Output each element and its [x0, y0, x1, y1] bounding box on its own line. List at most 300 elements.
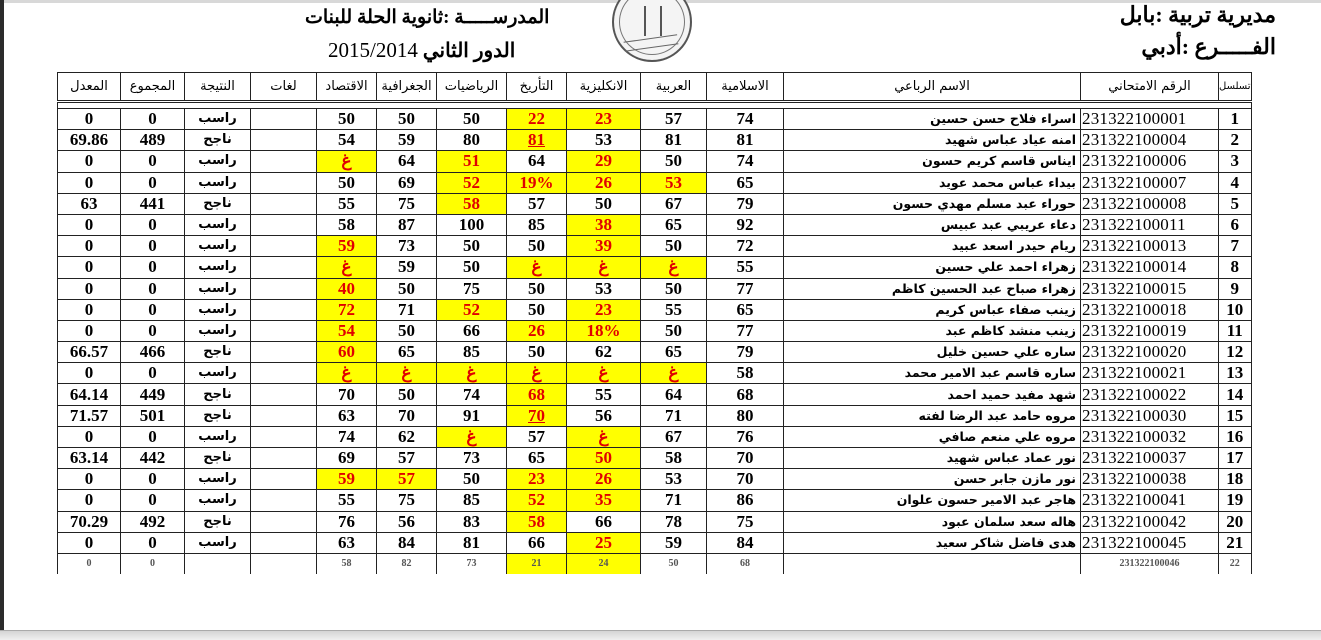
cell-geography: [377, 448, 437, 469]
cell-value: ناجح: [203, 386, 232, 402]
cell-seq: [1219, 257, 1252, 278]
cell-math: [437, 193, 507, 214]
cell-value: 231322100007: [1082, 172, 1187, 192]
cell-value: 231322100014: [1082, 257, 1187, 277]
cell-result: [185, 342, 251, 363]
cell-value: 0: [148, 469, 157, 489]
cell-total: [121, 151, 185, 172]
cell-value: 39: [595, 236, 612, 256]
cell-value: 50: [595, 448, 612, 468]
cell-value: غ: [466, 426, 477, 446]
cell-islamic: [707, 342, 784, 363]
cell-exam-no: [1081, 426, 1219, 447]
cell-value: راسب: [198, 280, 237, 296]
cell-value: غ: [341, 257, 352, 277]
cell-english: 24: [567, 553, 641, 574]
cell-value: 231322100006: [1082, 151, 1187, 171]
cell-languages: [251, 299, 317, 320]
cell-english: [567, 384, 641, 405]
cell-average: [58, 320, 121, 341]
cell-english: [567, 278, 641, 299]
cell-value: 86: [736, 490, 754, 510]
cell-value: 0: [148, 109, 157, 129]
cell-english: [567, 320, 641, 341]
cell-arabic: [641, 109, 707, 130]
cell-islamic: [707, 532, 784, 553]
cell-languages: [251, 342, 317, 363]
cell-languages: [251, 469, 317, 490]
cell-math: [437, 469, 507, 490]
cell-result: [185, 490, 251, 511]
cell-name: [784, 363, 1081, 384]
cell-value: 12: [1226, 342, 1244, 362]
cell-math: [437, 426, 507, 447]
cell-exam-no: [1081, 214, 1219, 235]
cell-result: [185, 469, 251, 490]
cell-languages: [251, 130, 317, 151]
cell-value: 0: [148, 299, 157, 319]
cell-value: 50: [528, 278, 545, 298]
cell-value: 83: [463, 511, 480, 531]
cell-value: 26: [595, 469, 612, 489]
table-row-partial: [58, 553, 1252, 574]
cell-value: 1: [1230, 109, 1239, 129]
cell-value: 441: [139, 193, 166, 213]
cell-value: 70: [736, 448, 754, 468]
table-row: [58, 405, 1252, 426]
cell-value: 4: [1230, 172, 1239, 192]
cell-value: 67: [665, 426, 682, 446]
cell-value: 489: [139, 130, 166, 150]
cell-geography: [377, 469, 437, 490]
cell-result: [185, 426, 251, 447]
col-header-arabic: العربية: [641, 73, 707, 102]
cell-value: 58: [736, 363, 754, 383]
cell-arabic: [641, 405, 707, 426]
cell-value: 0: [84, 320, 94, 340]
cell-history: [507, 151, 567, 172]
cell-value: 16: [1226, 426, 1244, 446]
cell-value: راسب: [198, 111, 237, 127]
cell-value: 2: [1230, 130, 1239, 150]
cell-geography: [377, 172, 437, 193]
cell-history: [507, 363, 567, 384]
cell-history: [507, 214, 567, 235]
cell-value: 76: [736, 426, 754, 446]
branch-label: الفـــــرع :أدبي: [1141, 34, 1276, 59]
cell-seq: [1219, 278, 1252, 299]
cell-arabic: [641, 299, 707, 320]
cell-geography: [377, 214, 437, 235]
cell-seq: [1219, 532, 1252, 553]
cell-value: 69: [338, 448, 355, 468]
cell-value: راسب: [198, 492, 237, 508]
cell-total: [121, 405, 185, 426]
table-row: [58, 299, 1252, 320]
cell-value: 449: [139, 384, 166, 404]
cell-value: راسب: [198, 322, 237, 338]
cell-economics: [317, 363, 377, 384]
cell-value: 50: [463, 469, 480, 489]
col-header-geography: الجغرافية: [377, 73, 437, 102]
cell-average: [58, 384, 121, 405]
cell-math: [437, 363, 507, 384]
cell-math: [437, 236, 507, 257]
cell-value: 231322100042: [1082, 511, 1187, 531]
cell-average: [58, 342, 121, 363]
cell-seq: [1219, 342, 1252, 363]
cell-result: [185, 384, 251, 405]
cell-value: 15: [1226, 405, 1244, 425]
cell-value: 70: [398, 405, 415, 425]
cell-languages: [251, 511, 317, 532]
cell-value: 231322100020: [1082, 342, 1187, 362]
cell-english: [567, 236, 641, 257]
cell-value: 11: [1226, 320, 1243, 340]
cell-value: 63: [338, 532, 355, 552]
cell-value: 231322100032: [1082, 426, 1187, 446]
cell-math: [437, 320, 507, 341]
col-header-result: النتيجة: [185, 73, 251, 102]
cell-islamic: [707, 278, 784, 299]
cell-result: [185, 193, 251, 214]
cell-geography: [377, 130, 437, 151]
cell-value: 81: [736, 130, 754, 150]
cell-name: [784, 469, 1081, 490]
cell-total: [121, 172, 185, 193]
cell-seq: [1219, 490, 1252, 511]
cell-value: 85: [528, 215, 545, 235]
cell-result: [185, 405, 251, 426]
cell-value: 66: [528, 532, 545, 552]
cell-value: 0: [148, 172, 157, 192]
cell-islamic: [707, 363, 784, 384]
cell-value: 0: [84, 299, 94, 319]
cell-seq: [1219, 320, 1252, 341]
cell-name: [784, 405, 1081, 426]
cell-value: 68: [528, 384, 545, 404]
cell-value: 0: [84, 257, 94, 277]
table-row: [58, 151, 1252, 172]
cell-value: 69.86: [69, 130, 109, 150]
cell-value: غ: [598, 363, 609, 383]
cell-exam-no: [1081, 363, 1219, 384]
cell-exam-no: [1081, 236, 1219, 257]
cell-value: 0: [148, 426, 157, 446]
table-body: [58, 109, 1252, 574]
exam-round-label: [328, 38, 515, 63]
cell-value: 50: [398, 278, 415, 298]
cell-value: 65: [665, 342, 682, 362]
cell-value: 26: [595, 172, 612, 192]
table-row: [58, 193, 1252, 214]
cell-history: [507, 532, 567, 553]
cell-arabic: 50: [641, 553, 707, 574]
cell-value: 0: [148, 320, 157, 340]
cell-arabic: [641, 236, 707, 257]
cell-economics: [317, 490, 377, 511]
cell-value: زينب صفاء عباس كريم: [935, 301, 1076, 317]
cell-total: 0: [121, 553, 185, 574]
table-row: [58, 532, 1252, 553]
cell-average: [58, 214, 121, 235]
cell-name: [784, 384, 1081, 405]
cell-value: 0: [148, 490, 157, 510]
cell-value: غ: [341, 363, 352, 383]
cell-islamic: [707, 320, 784, 341]
cell-economics: [317, 320, 377, 341]
cell-value: غ: [531, 257, 542, 277]
cell-value: غ: [668, 257, 679, 277]
cell-value: 58: [338, 215, 355, 235]
cell-history: [507, 257, 567, 278]
cell-value: 54: [338, 130, 355, 150]
cell-value: 78: [665, 511, 682, 531]
cell-value: 72: [736, 236, 754, 256]
cell-value: غ: [668, 363, 679, 383]
cell-islamic: [707, 405, 784, 426]
cell-arabic: [641, 384, 707, 405]
cell-economics: [317, 214, 377, 235]
round-label: الدور الثاني: [422, 40, 516, 62]
cell-value: 75: [736, 511, 754, 531]
cell-average: [58, 236, 121, 257]
cell-geography: 82: [377, 553, 437, 574]
cell-total: [121, 448, 185, 469]
cell-arabic: [641, 257, 707, 278]
cell-exam-no: 231322100046: [1081, 553, 1219, 574]
cell-value: 13: [1226, 363, 1244, 383]
cell-value: 58: [463, 193, 480, 213]
cell-languages: [251, 172, 317, 193]
cell-value: زينب منشد كاظم عبد: [945, 322, 1076, 338]
cell-value: ساره قاسم عبد الامير محمد: [904, 365, 1076, 381]
cell-value: 91: [463, 405, 480, 425]
cell-arabic: [641, 278, 707, 299]
cell-value: 492: [139, 511, 166, 531]
cell-value: 23: [528, 469, 545, 489]
cell-history: [507, 236, 567, 257]
cell-value: 87: [398, 215, 415, 235]
cell-average: [58, 405, 121, 426]
cell-value: 231322100015: [1082, 278, 1187, 298]
cell-average: 0: [58, 553, 121, 574]
table-row: [58, 172, 1252, 193]
cell-history: [507, 448, 567, 469]
cell-value: 19%: [519, 172, 554, 192]
cell-value: بيداء عباس محمد عويد: [939, 174, 1076, 190]
cell-value: 65: [398, 342, 415, 362]
table-row: [58, 342, 1252, 363]
cell-exam-no: [1081, 448, 1219, 469]
cell-value: 20: [1226, 511, 1244, 531]
cell-average: [58, 278, 121, 299]
cell-history: [507, 320, 567, 341]
cell-exam-no: [1081, 130, 1219, 151]
cell-value: 58: [665, 448, 682, 468]
cell-result: [185, 320, 251, 341]
cell-exam-no: [1081, 511, 1219, 532]
cell-value: 70: [338, 384, 355, 404]
cell-islamic: [707, 172, 784, 193]
cell-value: 70.29: [69, 511, 109, 531]
cell-name: [784, 214, 1081, 235]
table-row: [58, 236, 1252, 257]
cell-total: [121, 257, 185, 278]
cell-value: 54: [338, 320, 355, 340]
cell-value: غ: [341, 151, 352, 171]
cell-value: 73: [398, 236, 415, 256]
table-row: [58, 363, 1252, 384]
cell-result: [185, 236, 251, 257]
cell-value: ناجح: [203, 407, 232, 423]
cell-value: 0: [84, 363, 94, 383]
cell-value: 231322100019: [1082, 320, 1187, 340]
cell-name: [784, 299, 1081, 320]
cell-average: [58, 257, 121, 278]
cell-geography: [377, 151, 437, 172]
cell-value: 75: [398, 490, 415, 510]
col-header-english: الانكليزية: [567, 73, 641, 102]
cell-economics: [317, 299, 377, 320]
cell-arabic: [641, 342, 707, 363]
cell-average: [58, 448, 121, 469]
cell-name: [784, 151, 1081, 172]
cell-value: ريام حيدر اسعد عبيد: [951, 238, 1076, 254]
table-row: [58, 448, 1252, 469]
cell-geography: [377, 257, 437, 278]
cell-seq: [1219, 130, 1252, 151]
cell-value: 50: [463, 236, 480, 256]
cell-seq: [1219, 193, 1252, 214]
cell-value: 65: [528, 448, 545, 468]
cell-value: 72: [338, 299, 355, 319]
cell-seq: [1219, 299, 1252, 320]
cell-result: [185, 448, 251, 469]
cell-value: 62: [595, 342, 612, 362]
cell-islamic: [707, 214, 784, 235]
cell-value: 81: [463, 532, 480, 552]
cell-total: [121, 214, 185, 235]
cell-value: 56: [398, 511, 415, 531]
cell-languages: [251, 257, 317, 278]
cell-value: 62: [398, 426, 415, 446]
cell-arabic: [641, 469, 707, 490]
cell-exam-no: [1081, 532, 1219, 553]
cell-name: [784, 448, 1081, 469]
cell-value: 85: [463, 342, 480, 362]
cell-languages: [251, 448, 317, 469]
cell-value: 79: [736, 193, 754, 213]
cell-value: 53: [665, 469, 682, 489]
cell-seq: [1219, 151, 1252, 172]
cell-arabic: [641, 511, 707, 532]
cell-value: 0: [84, 109, 94, 129]
cell-value: 466: [139, 342, 166, 362]
cell-value: 231322100021: [1082, 363, 1187, 383]
cell-value: 0: [84, 426, 94, 446]
cell-seq: [1219, 172, 1252, 193]
cell-value: 0: [148, 215, 157, 235]
cell-value: 51: [463, 151, 480, 171]
cell-geography: [377, 193, 437, 214]
cell-value: 92: [736, 215, 754, 235]
school-label: المدرســـــة :ثانوية الحلة للبنات: [305, 7, 550, 28]
cell-name: [784, 109, 1081, 130]
cell-value: راسب: [198, 534, 237, 550]
cell-value: 19: [1226, 490, 1244, 510]
cell-value: 53: [595, 278, 612, 298]
cell-value: 0: [84, 172, 94, 192]
cell-economics: [317, 532, 377, 553]
cell-total: [121, 299, 185, 320]
cell-value: 65: [736, 299, 754, 319]
cell-value: 63: [338, 405, 355, 425]
cell-name: [784, 490, 1081, 511]
cell-result: [185, 214, 251, 235]
cell-value: 50: [528, 236, 545, 256]
cell-exam-no: [1081, 278, 1219, 299]
cell-english: [567, 299, 641, 320]
cell-economics: [317, 236, 377, 257]
cell-exam-no: [1081, 490, 1219, 511]
cell-history: [507, 193, 567, 214]
cell-value: 71: [665, 490, 682, 510]
cell-value: 50: [463, 257, 480, 277]
cell-islamic: [707, 426, 784, 447]
cell-value: غ: [598, 257, 609, 277]
cell-value: 0: [84, 236, 94, 256]
cell-islamic: [707, 469, 784, 490]
cell-value: 53: [595, 130, 612, 150]
cell-value: 50: [338, 172, 355, 192]
cell-result: [185, 363, 251, 384]
cell-seq: [1219, 363, 1252, 384]
directorate-label: مديرية تربية :بابل: [1119, 2, 1276, 27]
cell-value: نور مازن جابر حسن: [953, 471, 1076, 487]
cell-seq: [1219, 511, 1252, 532]
cell-math: [437, 130, 507, 151]
cell-languages: [251, 405, 317, 426]
cell-value: 0: [148, 151, 157, 171]
cell-total: [121, 236, 185, 257]
cell-average: [58, 363, 121, 384]
table-row: [58, 278, 1252, 299]
cell-islamic: [707, 151, 784, 172]
cell-languages: [251, 236, 317, 257]
cell-value: 0: [148, 363, 157, 383]
cell-arabic: [641, 426, 707, 447]
cell-value: 63: [80, 193, 98, 213]
cell-result: [185, 278, 251, 299]
cell-value: 77: [736, 278, 754, 298]
cell-geography: [377, 363, 437, 384]
seal-ribbon-icon: [624, 34, 679, 51]
cell-value: 231322100008: [1082, 193, 1187, 213]
cell-economics: [317, 193, 377, 214]
cell-value: 100: [458, 215, 485, 235]
cell-value: راسب: [198, 153, 237, 169]
cell-value: 35: [595, 490, 612, 510]
cell-value: 50: [665, 151, 682, 171]
cell-value: 50: [398, 384, 415, 404]
cell-arabic: [641, 193, 707, 214]
cell-value: 52: [463, 172, 480, 192]
cell-value: 501: [139, 405, 166, 425]
cell-value: نور عماد عباس شهيد: [946, 450, 1076, 466]
cell-value: 50: [665, 278, 682, 298]
cell-value: 231322100037: [1082, 448, 1187, 468]
